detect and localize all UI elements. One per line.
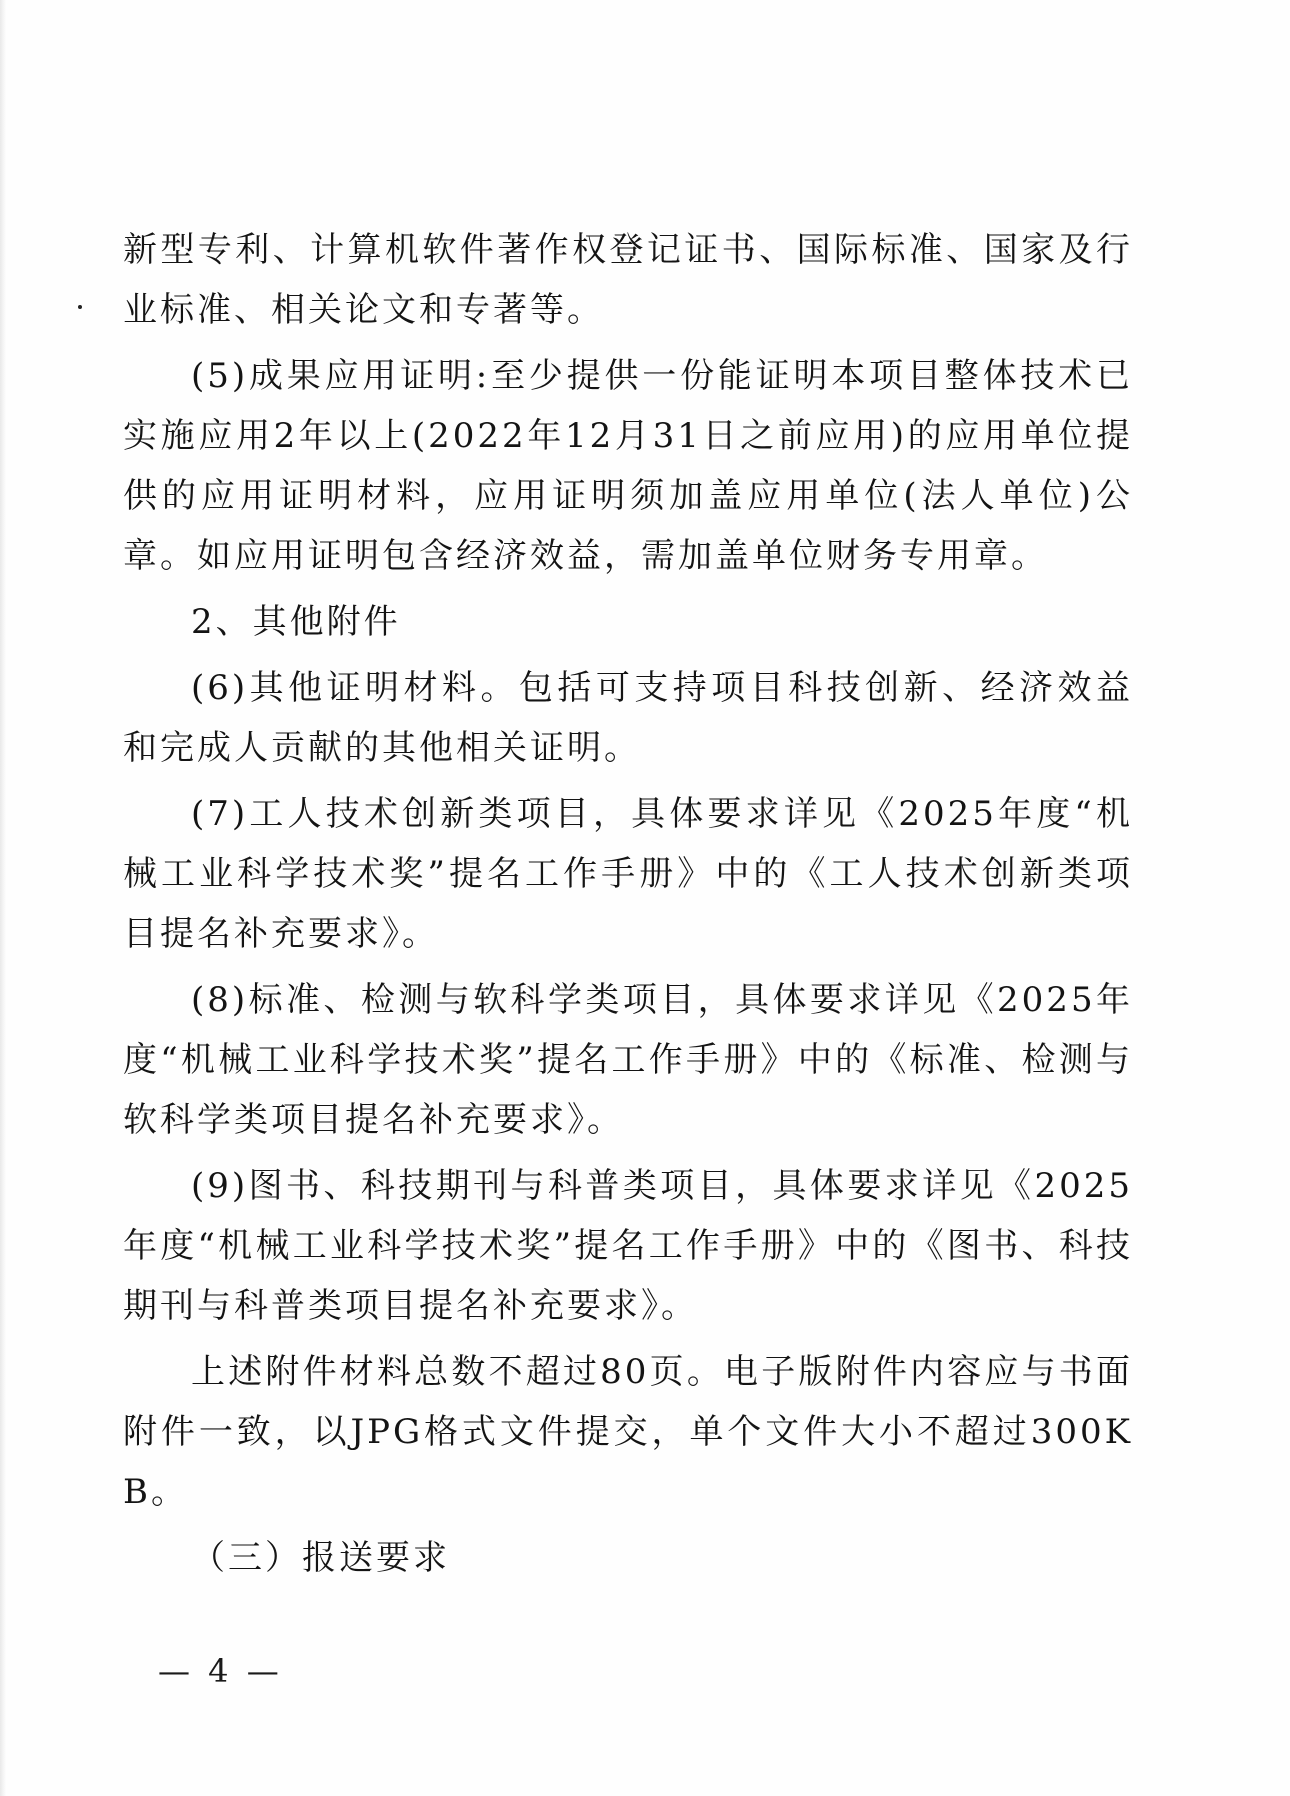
section-heading: （三）报送要求 [191,1538,450,1578]
scan-edge-shadow [0,0,6,1796]
body-text [123,220,1133,1594]
section-heading: 2、其他附件 [191,602,401,642]
paragraph: (8)标准、检测与软科学类项目，具体要求详见《2025年度“机械工业科学技术奖”提名工作手册》中的《标准、检测与软科学类项目提名补充要求》。 [123,980,1133,1140]
paragraph: (5)成果应用证明:至少提供一份能证明本项目整体技术已实施应用2年以上(2022年12月31日之前应用)的应用单位提供的应用证明材料，应用证明须加盖应用单位(法人单位)公章。如应用证明包含经济效益，需加盖单位财务专用章。 [123,356,1133,576]
paragraph: 上述附件材料总数不超过80页。电子版附件内容应与书面附件一致，以JPG格式文件提交，单个文件大小不超过300KB。 [123,1352,1133,1512]
scan-speck [78,305,82,309]
paragraph: 新型专利、计算机软件著作权登记证书、国际标准、国家及行业标准、相关论文和专著等。 [123,230,1133,330]
page-number: — 4 — [158,1652,283,1690]
paragraph: (7)工人技术创新类项目，具体要求详见《2025年度“机械工业科学技术奖”提名工作手册》中的《工人技术创新类项目提名补充要求》。 [123,794,1133,954]
paragraph: (6)其他证明材料。包括可支持项目科技创新、经济效益和完成人贡献的其他相关证明。 [123,668,1133,768]
paragraph: (9)图书、科技期刊与科普类项目，具体要求详见《2025年度“机械工业科学技术奖”提名工作手册》中的《图书、科技期刊与科普类项目提名补充要求》。 [123,1166,1133,1326]
